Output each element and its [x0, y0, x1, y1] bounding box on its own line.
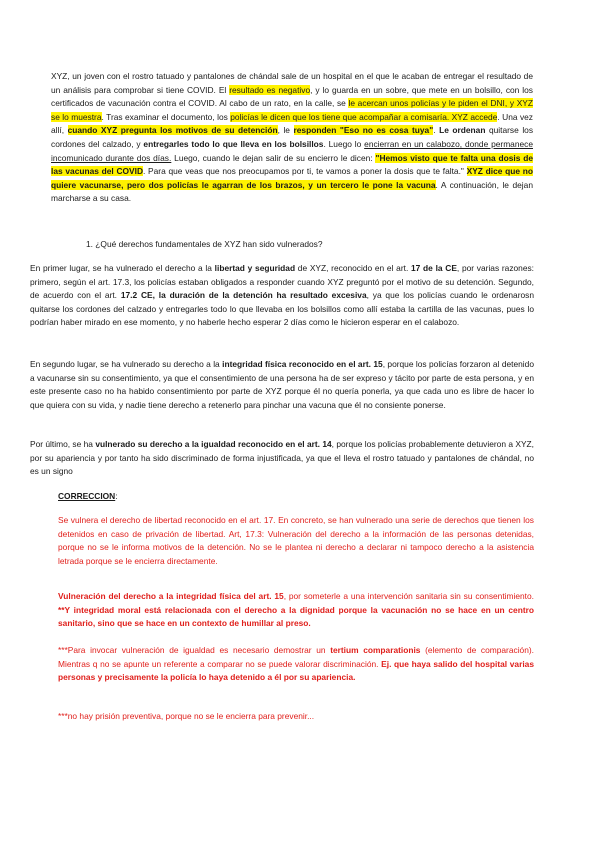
correction-heading: CORRECCION:: [58, 491, 118, 501]
intro-paragraph: XYZ, un joven con el rostro tatuado y pantalones de chándal sale de un hospital en el que le acaban de entregar el resultado de un análisis para comprobar si tiene COVID. El resultado es negativo, y lo guarda en un sobre, que mete en un bolsillo, con los certificados de vacunación contra el COVID. Al cabo de un rato, en la calle, se le acercan unos policías y le piden el DNI, y XYZ se lo muestra. Tras examinar el documento, los policías le dicen que los tiene que acompañar a comisaría. XYZ accede. Una vez allí, cuando XYZ pregunta los motivos de su detención, le responden "Eso no es cosa tuya". Le ordenan quitarse los cordones del calzado, y entregarles todo lo que lleva en los bolsillos. Luego lo encierran en un calabozo, donde permanece incomunicado durante dos días. Luego, cuando le dejan salir de su encierro le dicen: "Hemos visto que te falta una dosis de las vacunas del COVID. Para que veas que nos preocupamos por ti, te vamos a poner la dosis que te falta." XYZ dice que no quiere vacunarse, pero dos policías le agarran de los brazos, y un tercero le pone la vacuna. A continuación, le dejan marcharse a su casa.: [51, 71, 534, 204]
correction-paragraph-4: ***no hay prisión preventiva, porque no se le encierra para prevenir...: [58, 711, 315, 721]
question-1: 1. ¿Qué derechos fundamentales de XYZ han sido vulnerados?: [86, 239, 323, 249]
answer-paragraph-3: Por último, se ha vulnerado su derecho a la igualdad reconocido en el art. 14, porque los policías probablemente detuvieron a XYZ, por su apariencia y por tanto ha sido discriminado de forma injustificada, ya que el lleva el rostro tatuado y pantalones de chándal, no es un signo: [30, 439, 534, 477]
correction-paragraph-1: Se vulnera el derecho de libertad reconocido en el art. 17. En concreto, se han vulnerado una serie de derechos que tienen los detenidos en caso de privación de libertad. Art, 17.3: Vulneración del derecho a la información de las personas detenidas, porque no se le informa motivos de la detención. No se le plantea ni derecho a declarar ni tampoco derecho a la asistencia letrada porque se le encierra directamente.: [58, 515, 534, 566]
answer-paragraph-1: En primer lugar, se ha vulnerado el derecho a la libertad y seguridad de XYZ, reconocido en el art. 17 de la CE, por varias razones: primero, según el art. 17.3, los policías estaban obligados a responder cuando XYZ preguntó por el motivo de su detención. Segundo, de acuerdo con el art. 17.2 CE, la duración de la detención ha resultado excesiva, ya que los policías cuando le ordenarosn quitarse los cordones del calzado y entregarles todo lo que llevaba en los bolsillos como allí estaba la cartilla de las vacunas, pues lo podrían haber mirado en ese momento, y no haberle hecho esperar 2 días como le hicieron esperar en el calabozo.: [30, 263, 535, 328]
answer-paragraph-2: En segundo lugar, se ha vulnerado su derecho a la integridad física reconocido en el art. 15, porque los policías forzaron al detenido a vacunarse sin su consentimiento, ya que el consentimiento de una persona ha de ser expreso y tácito por parte de esta persona, y en este presente caso no ha habido consentimiento por parte de XYZ porque él no quería ponerla, ya que cada uno es libre de hacer lo que quiera con su vida, y nadie tiene derecho a retenerlo para pinchar una vacuna que él no consiente ponerse.: [30, 359, 534, 410]
correction-paragraph-3: ***Para invocar vulneración de igualdad es necesario demostrar un tertium comparationis (elemento de comparación). Mientras q no se apunte un referente a comparar no se puede valorar discriminación. Ej. que haya salido del hospital varias personas y precisamente la policía lo haya detenido a él por su apariencia.: [58, 645, 534, 683]
correction-paragraph-2: Vulneración del derecho a la integridad física del art. 15, por someterle a una intervención sanitaria sin su consentimiento. **Y integridad moral está relacionada con el derecho a la dignidad porque la vacunación no se hace en un centro sanitario, sino que se hace en un contexto de humillar al preso.: [58, 591, 534, 629]
